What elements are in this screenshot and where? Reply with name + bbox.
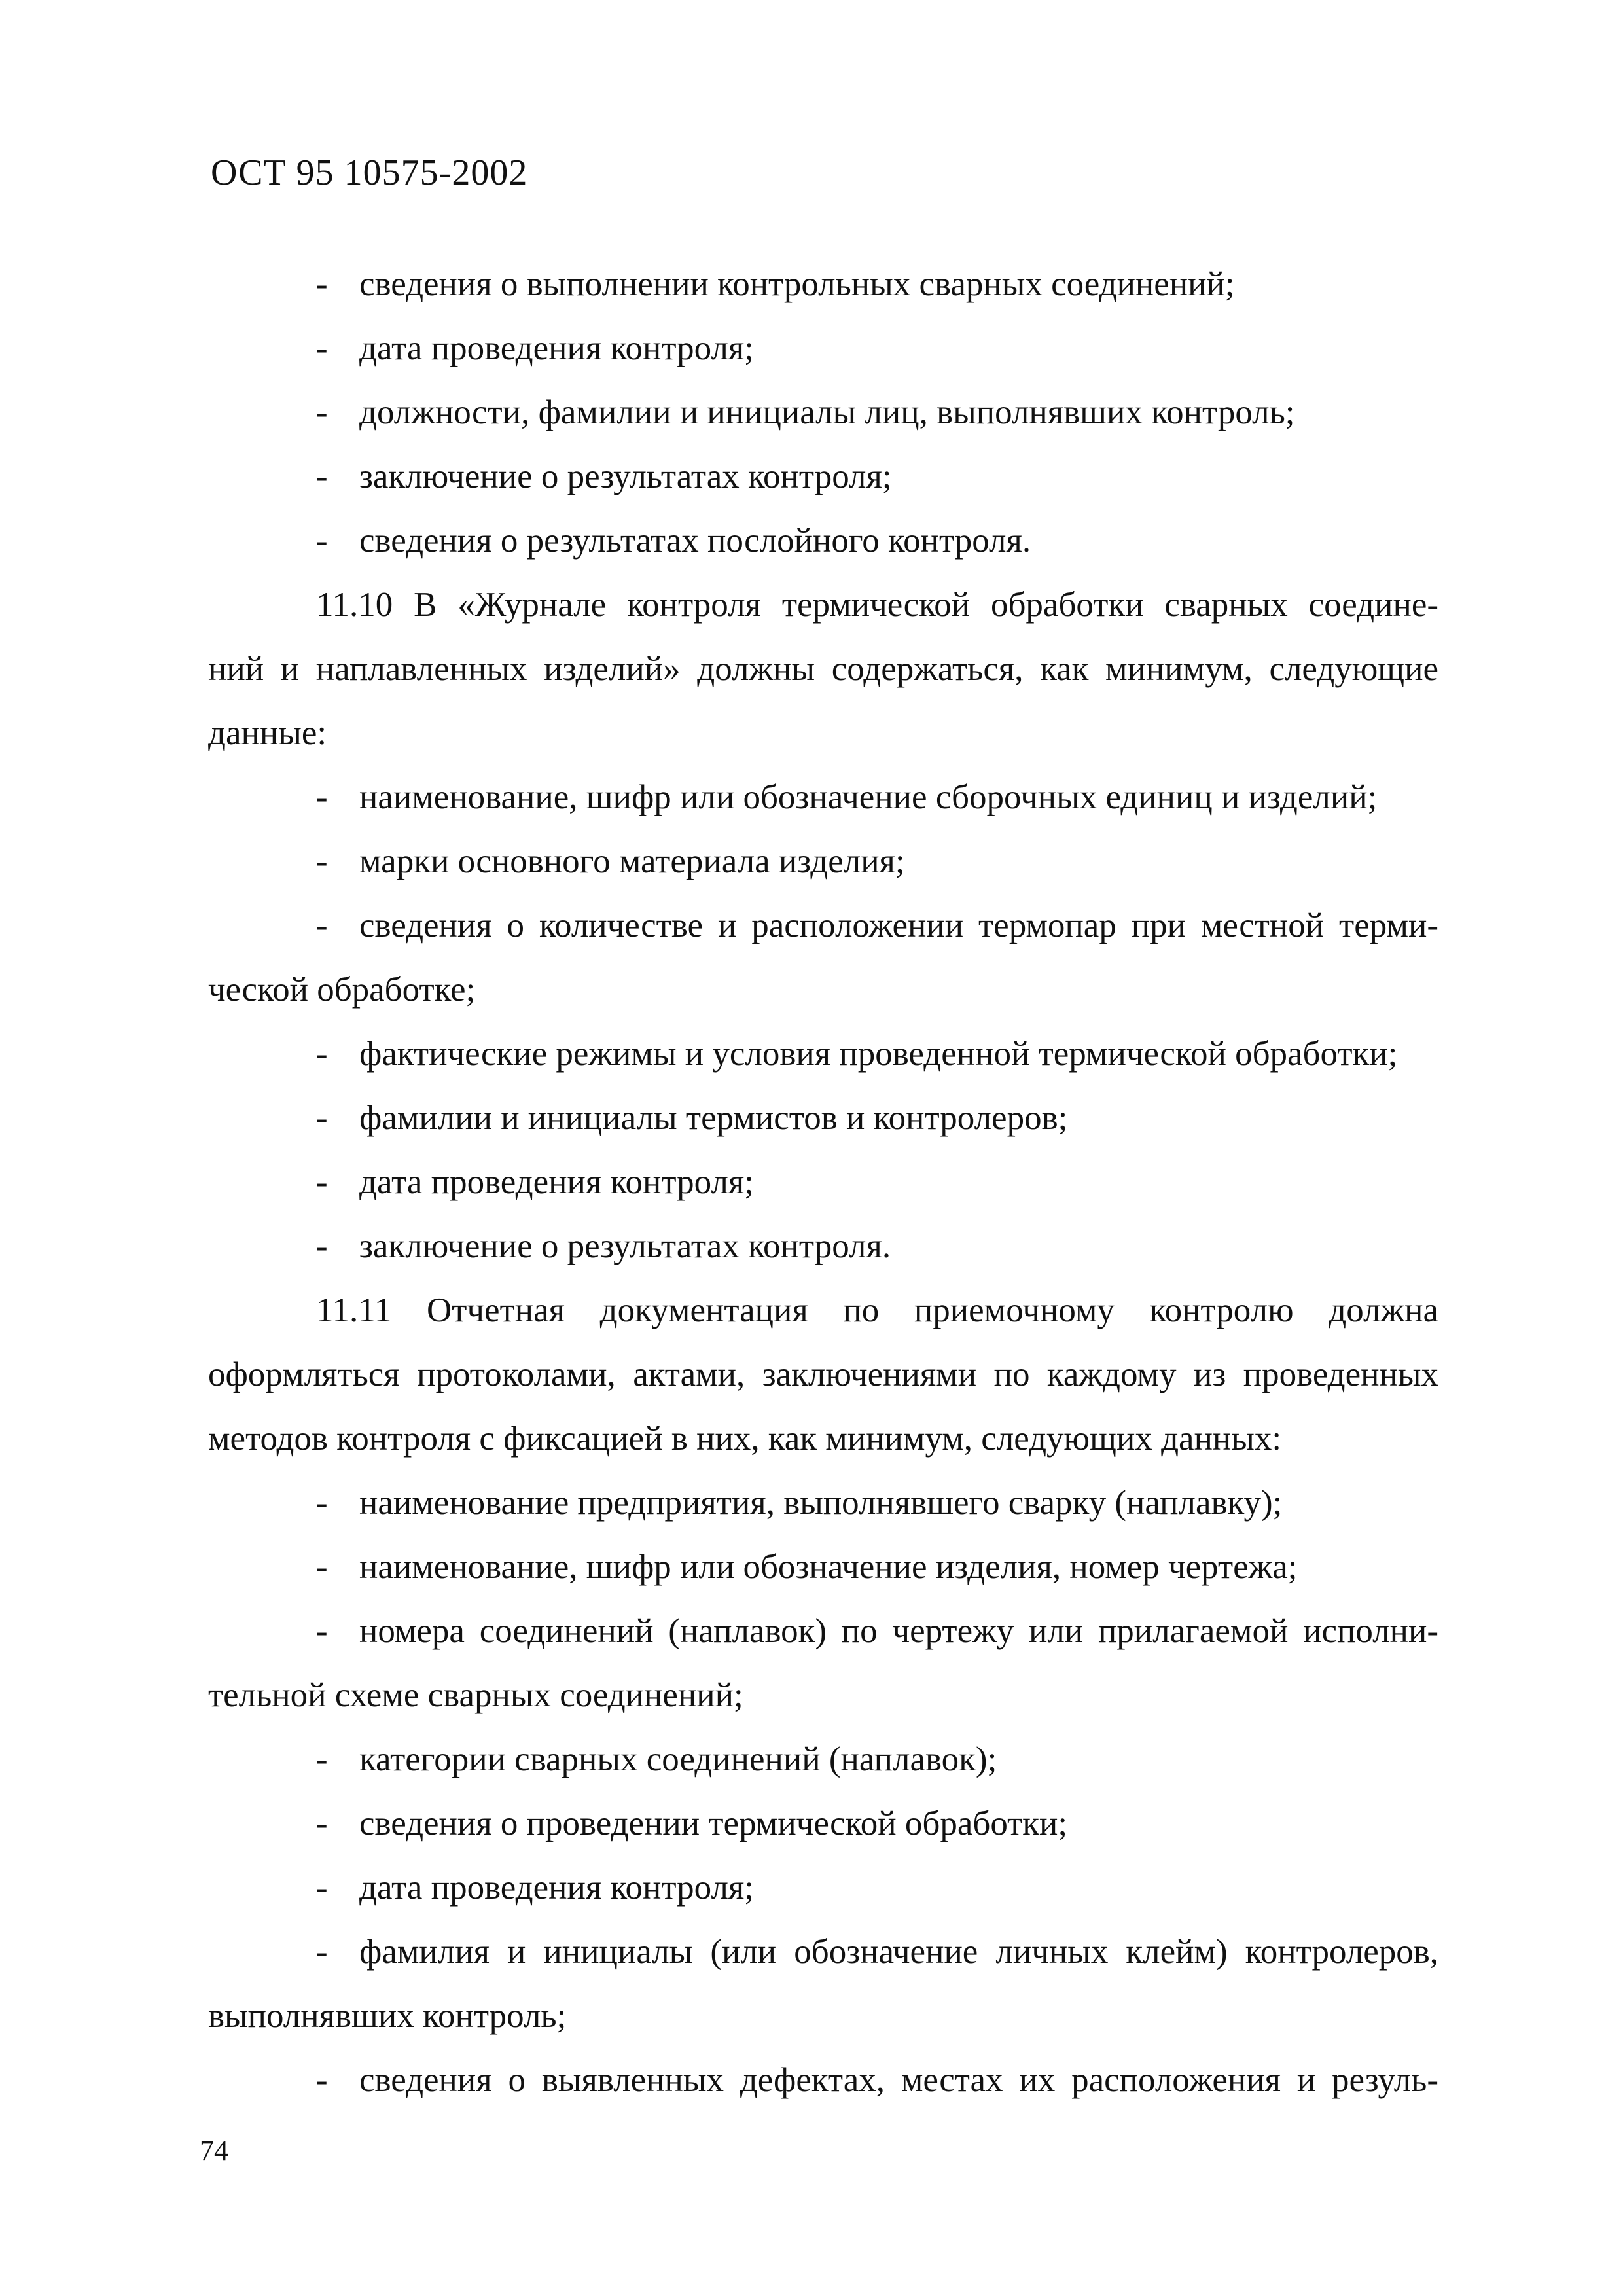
paragraph-11-10-line: данные: (208, 714, 327, 752)
dash-marker: - (316, 1933, 328, 1971)
dash-marker: - (316, 522, 328, 560)
list-item-text: сведения о проведении термической обработки; (359, 1804, 1068, 1842)
list-item-continuation: ческой обработке; (208, 971, 476, 1009)
dash-marker: - (316, 1612, 328, 1650)
list-item-text: сведения о количестве и расположении термопар при местной терми- (359, 906, 1438, 944)
document-body (208, 252, 1438, 2112)
dash-marker: - (316, 1804, 328, 1842)
dash-marker: - (316, 1548, 328, 1586)
list-item-text: фамилии и инициалы термистов и контролеров; (359, 1099, 1068, 1137)
document-header: ОСТ 95 10575-2002 (211, 152, 528, 193)
dash-marker: - (316, 1099, 328, 1137)
list-item-continuation: тельной схеме сварных соединений; (208, 1676, 743, 1714)
list-item-text: дата проведения контроля; (359, 1163, 755, 1201)
paragraph-11-10-line: 11.10 В «Журнале контроля термической обработки сварных соедине- (316, 586, 1438, 624)
list-item (208, 893, 1438, 958)
dash-marker: - (316, 329, 328, 367)
dash-marker: - (316, 1163, 328, 1201)
list-item-text: марки основного материала изделия; (359, 842, 905, 880)
list-item (208, 2048, 1438, 2112)
dash-marker: - (316, 1740, 328, 1778)
list-item-text: фамилия и инициалы (или обозначение личных клейм) контролеров, (359, 1933, 1438, 1971)
list-item (208, 765, 1438, 829)
dash-marker: - (316, 906, 328, 944)
list-item (208, 1150, 1438, 1214)
list-item (208, 316, 1438, 380)
list-item (208, 1791, 1438, 1856)
dash-marker: - (316, 457, 328, 495)
list-item (208, 829, 1438, 893)
dash-marker: - (316, 1035, 328, 1073)
paragraph-11-11-line: оформляться протоколами, актами, заключениями по каждому из проведенных (208, 1355, 1438, 1393)
list-item-text: наименование предприятия, выполнявшего сварку (наплавку); (359, 1484, 1283, 1522)
list-item-text: наименование, шифр или обозначение изделия, номер чертежа; (359, 1548, 1298, 1586)
list-item-text: фактические режимы и условия проведенной термической обработки; (359, 1035, 1398, 1073)
list-item-text: номера соединений (наплавок) по чертежу или прилагаемой исполни- (359, 1612, 1438, 1650)
dash-marker: - (316, 842, 328, 880)
list-item-text: заключение о результатах контроля. (359, 1227, 891, 1265)
dash-marker: - (316, 265, 328, 303)
list-item (208, 1727, 1438, 1791)
list-item-text: категории сварных соединений (наплавок); (359, 1740, 997, 1778)
dash-marker: - (316, 1227, 328, 1265)
dash-marker: - (316, 1869, 328, 1907)
list-item (208, 1471, 1438, 1535)
list-item (208, 1599, 1438, 1663)
list-item (208, 444, 1438, 509)
paragraph-11-11-line: методов контроля с фиксацией в них, как минимум, следующих данных: (208, 1420, 1282, 1458)
list-item (208, 252, 1438, 316)
list-item (208, 1022, 1438, 1086)
dash-marker: - (316, 1484, 328, 1522)
dash-marker: - (316, 2061, 328, 2099)
list-item-text: дата проведения контроля; (359, 1869, 755, 1907)
dash-marker: - (316, 393, 328, 431)
list-item (208, 1920, 1438, 1984)
page-number: 74 (200, 2134, 228, 2166)
list-item-text: сведения о выявленных дефектах, местах их расположения и резуль- (359, 2061, 1438, 2099)
list-item (208, 509, 1438, 573)
list-item (208, 1086, 1438, 1150)
list-item-text: сведения о выполнении контрольных сварных соединений; (359, 265, 1235, 303)
list-item-continuation: выполнявших контроль; (208, 1997, 567, 2035)
list-item (208, 380, 1438, 444)
list-item (208, 1535, 1438, 1599)
paragraph-11-10-line: ний и наплавленных изделий» должны содержаться, как минимум, следующие (208, 650, 1438, 688)
list-item (208, 1856, 1438, 1920)
list-item-text: наименование, шифр или обозначение сборочных единиц и изделий; (359, 778, 1378, 816)
list-item-text: должности, фамилии и инициалы лиц, выполнявших контроль; (359, 393, 1295, 431)
list-item-text: дата проведения контроля; (359, 329, 755, 367)
list-item-text: сведения о результатах послойного контроля. (359, 522, 1031, 560)
list-item-text: заключение о результатах контроля; (359, 457, 892, 495)
dash-marker: - (316, 778, 328, 816)
list-item (208, 1214, 1438, 1278)
paragraph-11-11-line: 11.11 Отчетная документация по приемочному контролю должна (316, 1291, 1438, 1329)
